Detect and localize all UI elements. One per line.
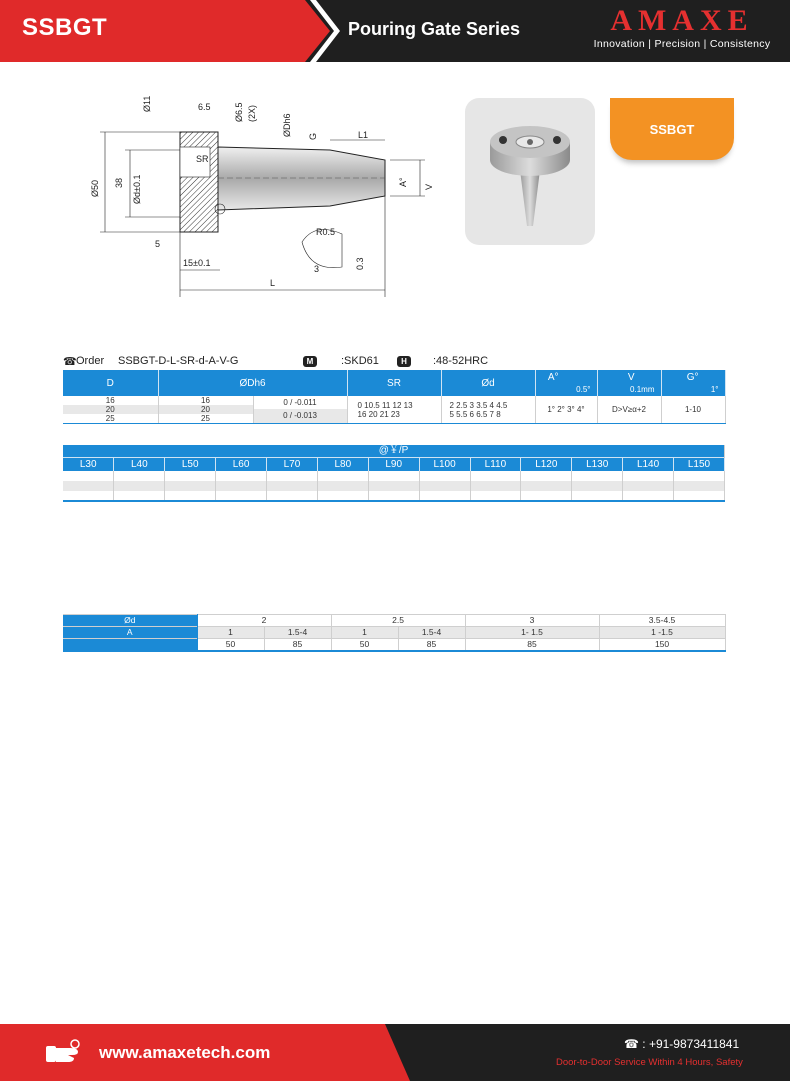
length-header: L150 bbox=[674, 458, 725, 471]
header-dh6: ØDh6 bbox=[158, 370, 347, 396]
price-cell bbox=[317, 471, 368, 481]
header-od: Ød bbox=[441, 370, 535, 396]
header-a-step: 0.5° bbox=[576, 385, 591, 394]
phone-number bbox=[624, 1037, 739, 1051]
price-cell bbox=[114, 491, 165, 501]
header-v-step: 0.1mm bbox=[630, 385, 655, 394]
dim-g: G bbox=[308, 132, 318, 140]
dim-d11: Ø11 bbox=[142, 95, 152, 112]
price-cell bbox=[114, 471, 165, 481]
length-header: L110 bbox=[470, 458, 521, 471]
hardness-value: :48-52HRC bbox=[433, 355, 489, 367]
sr-cell bbox=[347, 396, 441, 424]
price-cell bbox=[368, 471, 419, 481]
product-code-title: SSBGT bbox=[22, 14, 108, 41]
service-note: Door-to-Door Service Within 4 Hours, Safety bbox=[556, 1057, 743, 1068]
diameter-table bbox=[63, 614, 726, 652]
header-bar bbox=[0, 0, 790, 62]
footer-bar bbox=[0, 1024, 790, 1081]
price-cell bbox=[623, 491, 674, 501]
price-cell bbox=[470, 491, 521, 501]
dh6-value: 16 bbox=[201, 396, 210, 405]
length-header: L40 bbox=[114, 458, 165, 471]
price-cell bbox=[63, 491, 114, 501]
order-line bbox=[63, 355, 723, 371]
dh6-tol-cell bbox=[253, 396, 347, 424]
dim-3: 3 bbox=[314, 264, 320, 274]
price-cell bbox=[317, 491, 368, 501]
price-cell bbox=[674, 491, 725, 501]
dim-v: V bbox=[424, 183, 434, 190]
l-row-label bbox=[63, 639, 197, 652]
phone-icon: ☎ bbox=[624, 1037, 643, 1051]
price-cell bbox=[216, 491, 267, 501]
od-cell bbox=[441, 396, 535, 424]
price-cell bbox=[470, 481, 521, 491]
price-cell bbox=[521, 491, 572, 501]
dim-l1: L1 bbox=[358, 130, 369, 140]
header-g-label: G° bbox=[686, 372, 699, 383]
price-cell bbox=[521, 471, 572, 481]
dim-d65: Ø6.5 bbox=[234, 102, 244, 122]
hardness-badge: H bbox=[397, 356, 411, 367]
a-cell: 1 -1.5 bbox=[599, 627, 725, 639]
price-cell bbox=[216, 481, 267, 491]
dim-38: 38 bbox=[114, 177, 124, 188]
price-cell bbox=[674, 481, 725, 491]
price-cell bbox=[572, 471, 623, 481]
length-header: L130 bbox=[572, 458, 623, 471]
a-cell: 1- 1.5 bbox=[465, 627, 599, 639]
material-badge: M bbox=[303, 356, 317, 367]
price-cell bbox=[419, 471, 470, 481]
sr-values: 0 10.5 11 12 13 bbox=[357, 400, 413, 410]
price-cell bbox=[165, 481, 216, 491]
sr-values: 16 20 21 23 bbox=[357, 409, 400, 419]
a-values: 1° 2° 3° 4° bbox=[535, 396, 597, 424]
dim-65: 6.5 bbox=[198, 102, 211, 112]
series-title: Pouring Gate Series bbox=[348, 19, 521, 39]
series-tag: SSBGT bbox=[610, 98, 734, 160]
price-cell bbox=[470, 471, 521, 481]
length-table bbox=[63, 445, 725, 502]
product-illustration bbox=[465, 98, 595, 245]
a-cell: 1.5-4 bbox=[264, 627, 331, 639]
spec-table bbox=[63, 370, 726, 424]
od-row-label: Ød bbox=[63, 615, 197, 627]
nozzle-body-shape bbox=[218, 147, 385, 210]
brand-logo bbox=[587, 6, 777, 50]
od-group: 3.5-4.5 bbox=[599, 615, 725, 627]
header-g-step: 1° bbox=[710, 385, 719, 394]
d-value: 16 bbox=[105, 396, 115, 405]
web-hand-icon bbox=[44, 1038, 84, 1066]
length-header: L30 bbox=[63, 458, 114, 471]
dim-d50: Ø50 bbox=[90, 179, 100, 197]
phone-icon: ☎ bbox=[63, 356, 77, 368]
header-v bbox=[597, 370, 661, 396]
technical-drawing bbox=[80, 92, 460, 302]
length-header: L60 bbox=[216, 458, 267, 471]
dh6-tol-value: 0 / -0.013 bbox=[254, 409, 347, 423]
dim-03: 0.3 bbox=[355, 257, 365, 270]
length-header: L70 bbox=[267, 458, 318, 471]
v-values: D>V≥α+2 bbox=[597, 396, 661, 424]
dim-a: A° bbox=[398, 177, 408, 187]
length-header: L80 bbox=[317, 458, 368, 471]
d-value: 20 bbox=[63, 405, 158, 414]
l-cell: 85 bbox=[264, 639, 331, 652]
dim-15: 15±0.1 bbox=[183, 258, 211, 268]
price-cell bbox=[267, 491, 318, 501]
header-sr: SR bbox=[347, 370, 441, 396]
d-cell bbox=[63, 396, 158, 424]
length-header: L50 bbox=[165, 458, 216, 471]
length-header: L120 bbox=[521, 458, 572, 471]
phone-text: : +91-9873411841 bbox=[642, 1037, 740, 1051]
price-cell bbox=[368, 491, 419, 501]
a-cell: 1 bbox=[197, 627, 264, 639]
header-a bbox=[535, 370, 597, 396]
dim-l: L bbox=[270, 278, 276, 288]
website-link[interactable]: www.amaxetech.com bbox=[99, 1043, 271, 1062]
order-label: Order bbox=[76, 355, 105, 367]
price-cell bbox=[674, 471, 725, 481]
price-cell bbox=[63, 471, 114, 481]
material-value: :SKD61 bbox=[341, 355, 379, 367]
a-row-label: A bbox=[63, 627, 197, 639]
l-cell: 50 bbox=[197, 639, 264, 652]
price-cell bbox=[419, 491, 470, 501]
l-cell: 85 bbox=[465, 639, 599, 652]
dim-dh6: ØDh6 bbox=[282, 113, 292, 137]
price-cell bbox=[623, 481, 674, 491]
price-cell bbox=[267, 481, 318, 491]
price-cell bbox=[114, 481, 165, 491]
d-value: 25 bbox=[105, 414, 115, 423]
price-cell bbox=[267, 471, 318, 481]
dh6-value: 20 bbox=[159, 405, 253, 414]
dh6-tol-value: 0 / -0.011 bbox=[283, 398, 317, 407]
length-header: L90 bbox=[368, 458, 419, 471]
header-a-label: A° bbox=[547, 372, 559, 383]
l-cell: 150 bbox=[599, 639, 725, 652]
l-cell: 85 bbox=[398, 639, 465, 652]
price-cell bbox=[572, 491, 623, 501]
dim-dd: Ød±0.1 bbox=[132, 174, 142, 204]
brand-tagline: Innovation | Precision | Consistency bbox=[593, 38, 771, 50]
price-caption: @￥/P bbox=[63, 445, 725, 458]
dim-2x: (2X) bbox=[247, 104, 257, 122]
a-cell: 1.5-4 bbox=[398, 627, 465, 639]
od-group: 2.5 bbox=[331, 615, 465, 627]
flange-shape bbox=[180, 132, 218, 232]
price-cell bbox=[165, 471, 216, 481]
price-cell bbox=[623, 471, 674, 481]
order-code: SSBGT-D-L-SR-d-A-V-G bbox=[118, 355, 239, 367]
dim-r05: R0.5 bbox=[316, 227, 336, 237]
a-cell: 1 bbox=[331, 627, 398, 639]
dh6-value: 25 bbox=[201, 414, 210, 423]
dim-5: 5 bbox=[155, 239, 161, 249]
length-header: L140 bbox=[623, 458, 674, 471]
price-cell bbox=[572, 481, 623, 491]
dh6-cell bbox=[158, 396, 253, 424]
price-cell bbox=[63, 481, 114, 491]
product-photo bbox=[465, 98, 595, 245]
header-v-label: V bbox=[627, 372, 635, 383]
l-cell: 50 bbox=[331, 639, 398, 652]
od-values: 2 2.5 3 3.5 4 4.5 bbox=[449, 400, 508, 410]
header-g bbox=[661, 370, 725, 396]
od-values: 5 5.5 6 6.5 7 8 bbox=[449, 409, 501, 419]
price-cell bbox=[368, 481, 419, 491]
price-cell bbox=[419, 481, 470, 491]
brand-name: AMAXE bbox=[610, 4, 754, 37]
g-values: 1-10 bbox=[661, 396, 725, 424]
price-cell bbox=[165, 491, 216, 501]
length-header: L100 bbox=[419, 458, 470, 471]
price-cell bbox=[216, 471, 267, 481]
price-cell bbox=[521, 481, 572, 491]
header-d: D bbox=[63, 370, 158, 396]
od-group: 3 bbox=[465, 615, 599, 627]
price-cell bbox=[317, 481, 368, 491]
od-group: 2 bbox=[197, 615, 331, 627]
dim-sr: SR bbox=[196, 154, 209, 164]
